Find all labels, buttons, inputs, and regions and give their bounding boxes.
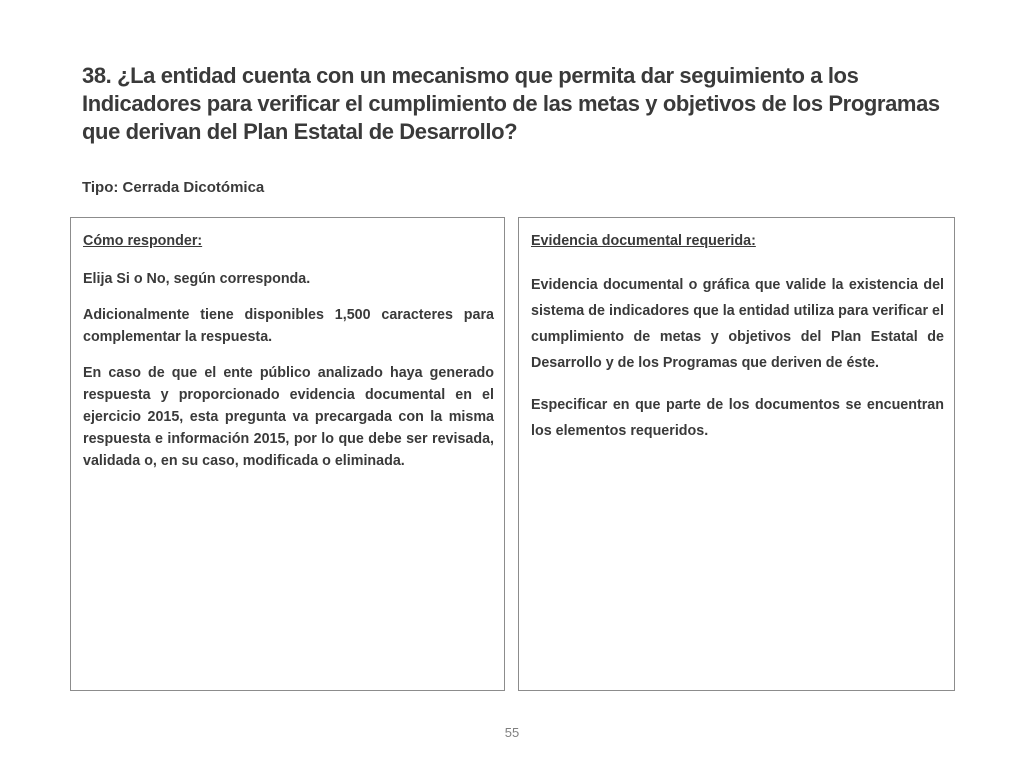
question-type: Tipo: Cerrada Dicotómica [82, 179, 265, 196]
instruction-paragraph: Adicionalmente tiene disponibles 1,500 caracteres para complementar la respuesta. [83, 307, 494, 345]
required-evidence-heading: Evidencia documental requerida: [531, 233, 756, 249]
required-evidence-panel [518, 217, 955, 691]
instruction-paragraph: En caso de que el ente público analizado haya generado respuesta y proporcionado evidencia documental en el ejercicio 2015, esta pregunta va precargada con la misma respuesta e información 2015, por lo que debe ser revisada, validada o, en su caso, modificada o eliminada. [83, 365, 494, 469]
evidence-paragraph: Especificar en que parte de los documentos se encuentran los elementos requeridos. [531, 397, 944, 439]
instruction-paragraph: Elija Si o No, según corresponda. [83, 271, 311, 287]
evidence-paragraph: Evidencia documental o gráfica que valide la existencia del sistema de indicadores que la entidad utiliza para verificar el cumplimiento de metas y objetivos del Plan Estatal de Desarrollo y de los Programas que deriven de éste. [531, 277, 944, 371]
how-to-answer-heading: Cómo responder: [83, 233, 203, 249]
how-to-answer-panel [70, 217, 505, 691]
question-title: 38. ¿La entidad cuenta con un mecanismo que permita dar seguimiento a los Indicadores para verificar el cumplimiento de las metas y objetivos de los Programas que derivan del Plan Estatal de Desarrollo? [82, 63, 940, 144]
page-number: 55 [504, 725, 520, 740]
